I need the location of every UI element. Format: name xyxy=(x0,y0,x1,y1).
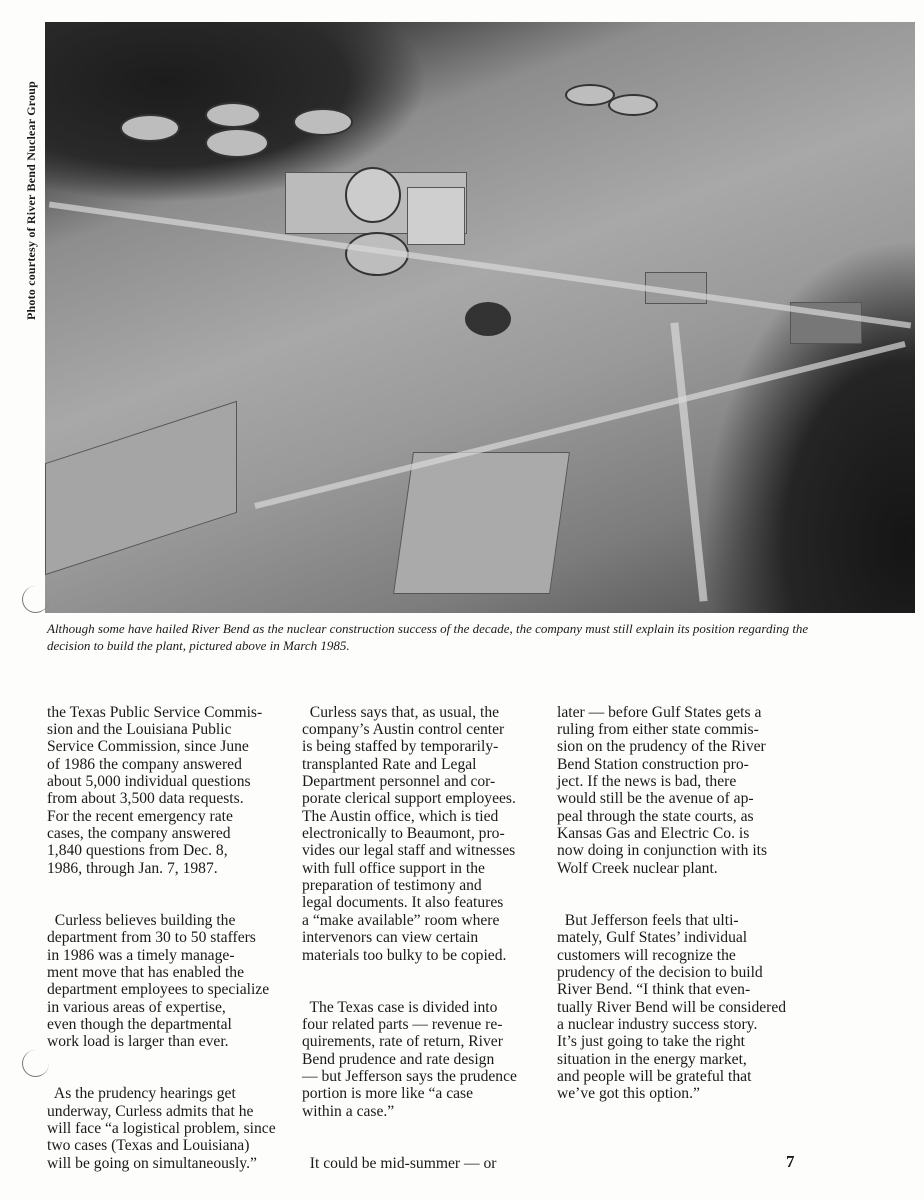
article-column-3 xyxy=(557,669,807,1120)
binder-hole xyxy=(22,1050,49,1077)
paragraph: the Texas Public Service Commis- sion and the Louisiana Public Service Commission, since June of 1986 the company answered about 5,000 individual questions from about 3,500 data requests. For the recent emergency rate cases, the company answered 1,840 questions from Dec. 8, 1986, through Jan. 7, 1987. xyxy=(47,703,263,877)
paragraph: As the prudency hearings get underway, Curless admits that he will face “a logistical problem, since two cases (Texas and Louisiana) will be going on simultaneously.” xyxy=(47,1085,276,1172)
paragraph: Curless believes building the department from 30 to 50 staffers in 1986 was a timely manage- ment move that has enabled the department employees to specialize in various areas of expertise, even though the departmental work load is larger than ever. xyxy=(47,911,270,1051)
article-column-1 xyxy=(47,669,297,1189)
article-column-2 xyxy=(302,669,552,1189)
photo-caption: Although some have hailed River Bend as the nuclear construction success of the decade, the company must still explain its position regarding the decision to build the plant, pictured above in March 1985. xyxy=(47,621,809,653)
paragraph: Curless says that, as usual, the company’s Austin control center is being staffed by temporarily- transplanted Rate and Legal Department personnel and cor- porate clerical support employees. The Austin office, which is tied electronically to Beaumont, pro- vides our legal staff and witnesses with full office support in the preparation of testimony and legal documents. It also features a “make available” room where intervenors can view certain materials too bulky to be copied. xyxy=(302,703,516,964)
page-number: 7 xyxy=(786,1152,795,1171)
paragraph: later — before Gulf States gets a ruling from either state commis- sion on the prudency of the River Bend Station construction pro- ject. If the news is bad, there would still be the avenue of ap- peal through the state courts, as Kansas Gas and Electric Co. is now doing in conjunction with its Wolf Creek nuclear plant. xyxy=(557,703,768,877)
photo-credit: Photo courtesy of River Bend Nuclear Group xyxy=(24,80,38,320)
binder-hole xyxy=(22,586,49,613)
aerial-photo-river-bend xyxy=(45,22,915,613)
paragraph: The Texas case is divided into four related parts — revenue re- quirements, rate of return, River Bend prudence and rate design — but Jefferson says the prudence portion is more like “a case within a case.” xyxy=(302,998,517,1120)
paragraph: But Jefferson feels that ulti- mately, Gulf States’ individual customers will recognize the prudency of the decision to build River Bend. “I think that even- tually River Bend will be considered a nuclear industry success story. It’s just going to take the right situation in the energy market, and people will be grateful that we’ve got this option.” xyxy=(557,911,787,1103)
paragraph: It could be mid-summer — or xyxy=(302,1154,497,1172)
